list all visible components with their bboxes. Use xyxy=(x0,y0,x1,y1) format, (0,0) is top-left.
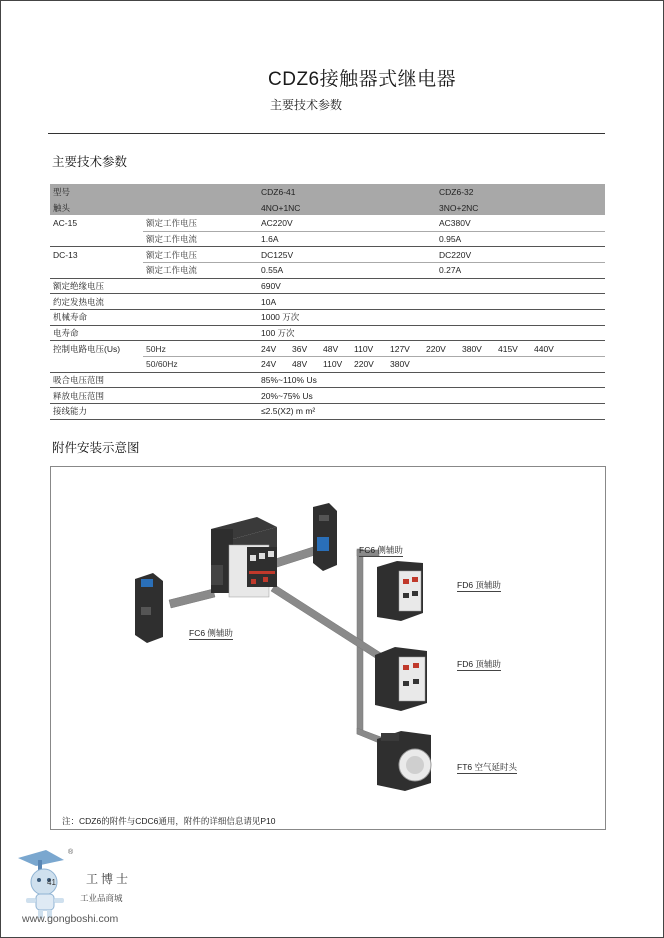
label-ft6: FT6 空气延时头 xyxy=(457,762,517,772)
table-row: 控制电路电压(Us) 50Hz 24V 36V 48V 110V 127V 220V 380V 415V 440V xyxy=(50,341,605,357)
table-row: 接线能力 ≤2.5(X2) m m² xyxy=(50,404,605,420)
table-row: 额定工作电流 0.55A 0.27A xyxy=(50,262,605,278)
fd6-top-module-icon xyxy=(377,561,423,621)
table-row: 触头 4NO+1NC 3NO+2NC xyxy=(50,200,605,216)
contactor-icon xyxy=(211,517,277,597)
table-row: AC-15 额定工作电压 AC220V AC380V xyxy=(53,217,471,229)
table-row: 50/60Hz 24V 48V 110V 220V 380V xyxy=(50,357,605,373)
label-fc6-top: FC6 侧辅助 xyxy=(359,545,403,555)
diagram-note: 注：CDZ6的附件与CDC6通用，附件的详细信息请见P10 xyxy=(62,816,276,826)
table-row: 释放电压范围 20%~75% Us xyxy=(50,388,605,404)
brand-url: www.gongboshi.com xyxy=(22,913,119,925)
accessory-diagram xyxy=(50,466,606,830)
table-row: 约定发热电流 10A xyxy=(50,294,605,310)
table-row: 额定绝缘电压 690V xyxy=(50,278,605,294)
label-fd6-top: FD6 顶辅助 xyxy=(457,580,501,590)
table-row: 机械寿命 1000 万次 xyxy=(50,310,605,326)
table-row: 额定工作电流 1.6A 0.95A xyxy=(50,231,605,247)
spec-table xyxy=(50,184,605,420)
page-subtitle: 主要技术参数 xyxy=(270,98,343,112)
table-row: 吸合电压范围 85%~110% Us xyxy=(50,372,605,388)
registered-mark: ® xyxy=(68,849,74,856)
fc6-top-module-icon xyxy=(313,503,337,571)
table-row: DC-13 额定工作电压 DC125V DC220V xyxy=(50,247,605,263)
label-fd6-mid: FD6 顶辅助 xyxy=(457,659,501,669)
table-row: 电寿命 100 万次 xyxy=(50,325,605,341)
label-fc6-left: FC6 侧辅助 xyxy=(189,628,233,638)
voltage-list-50hz: 24V 36V 48V 110V 127V 220V 380V 415V 440V xyxy=(258,341,605,357)
title-rule xyxy=(48,133,605,134)
ft6-timer-module-icon xyxy=(377,731,431,791)
section-heading-specs: 主要技术参数 xyxy=(52,155,128,169)
table-row: 型号 CDZ6-41 CDZ6-32 xyxy=(50,184,605,200)
page-number: 41 xyxy=(47,878,56,887)
voltage-list-50-60hz: 24V 48V 110V 220V 380V xyxy=(258,357,605,373)
brand-name: 工博士 xyxy=(86,872,132,886)
accessory-illustration xyxy=(51,467,607,831)
brand-subtitle: 工业品商城 xyxy=(80,893,123,903)
section-heading-accessories: 附件安装示意图 xyxy=(52,441,140,455)
fd6-mid-module-icon xyxy=(375,647,427,711)
page-title: CDZ6接触器式继电器 xyxy=(268,69,457,90)
fc6-left-module-icon xyxy=(135,573,163,643)
